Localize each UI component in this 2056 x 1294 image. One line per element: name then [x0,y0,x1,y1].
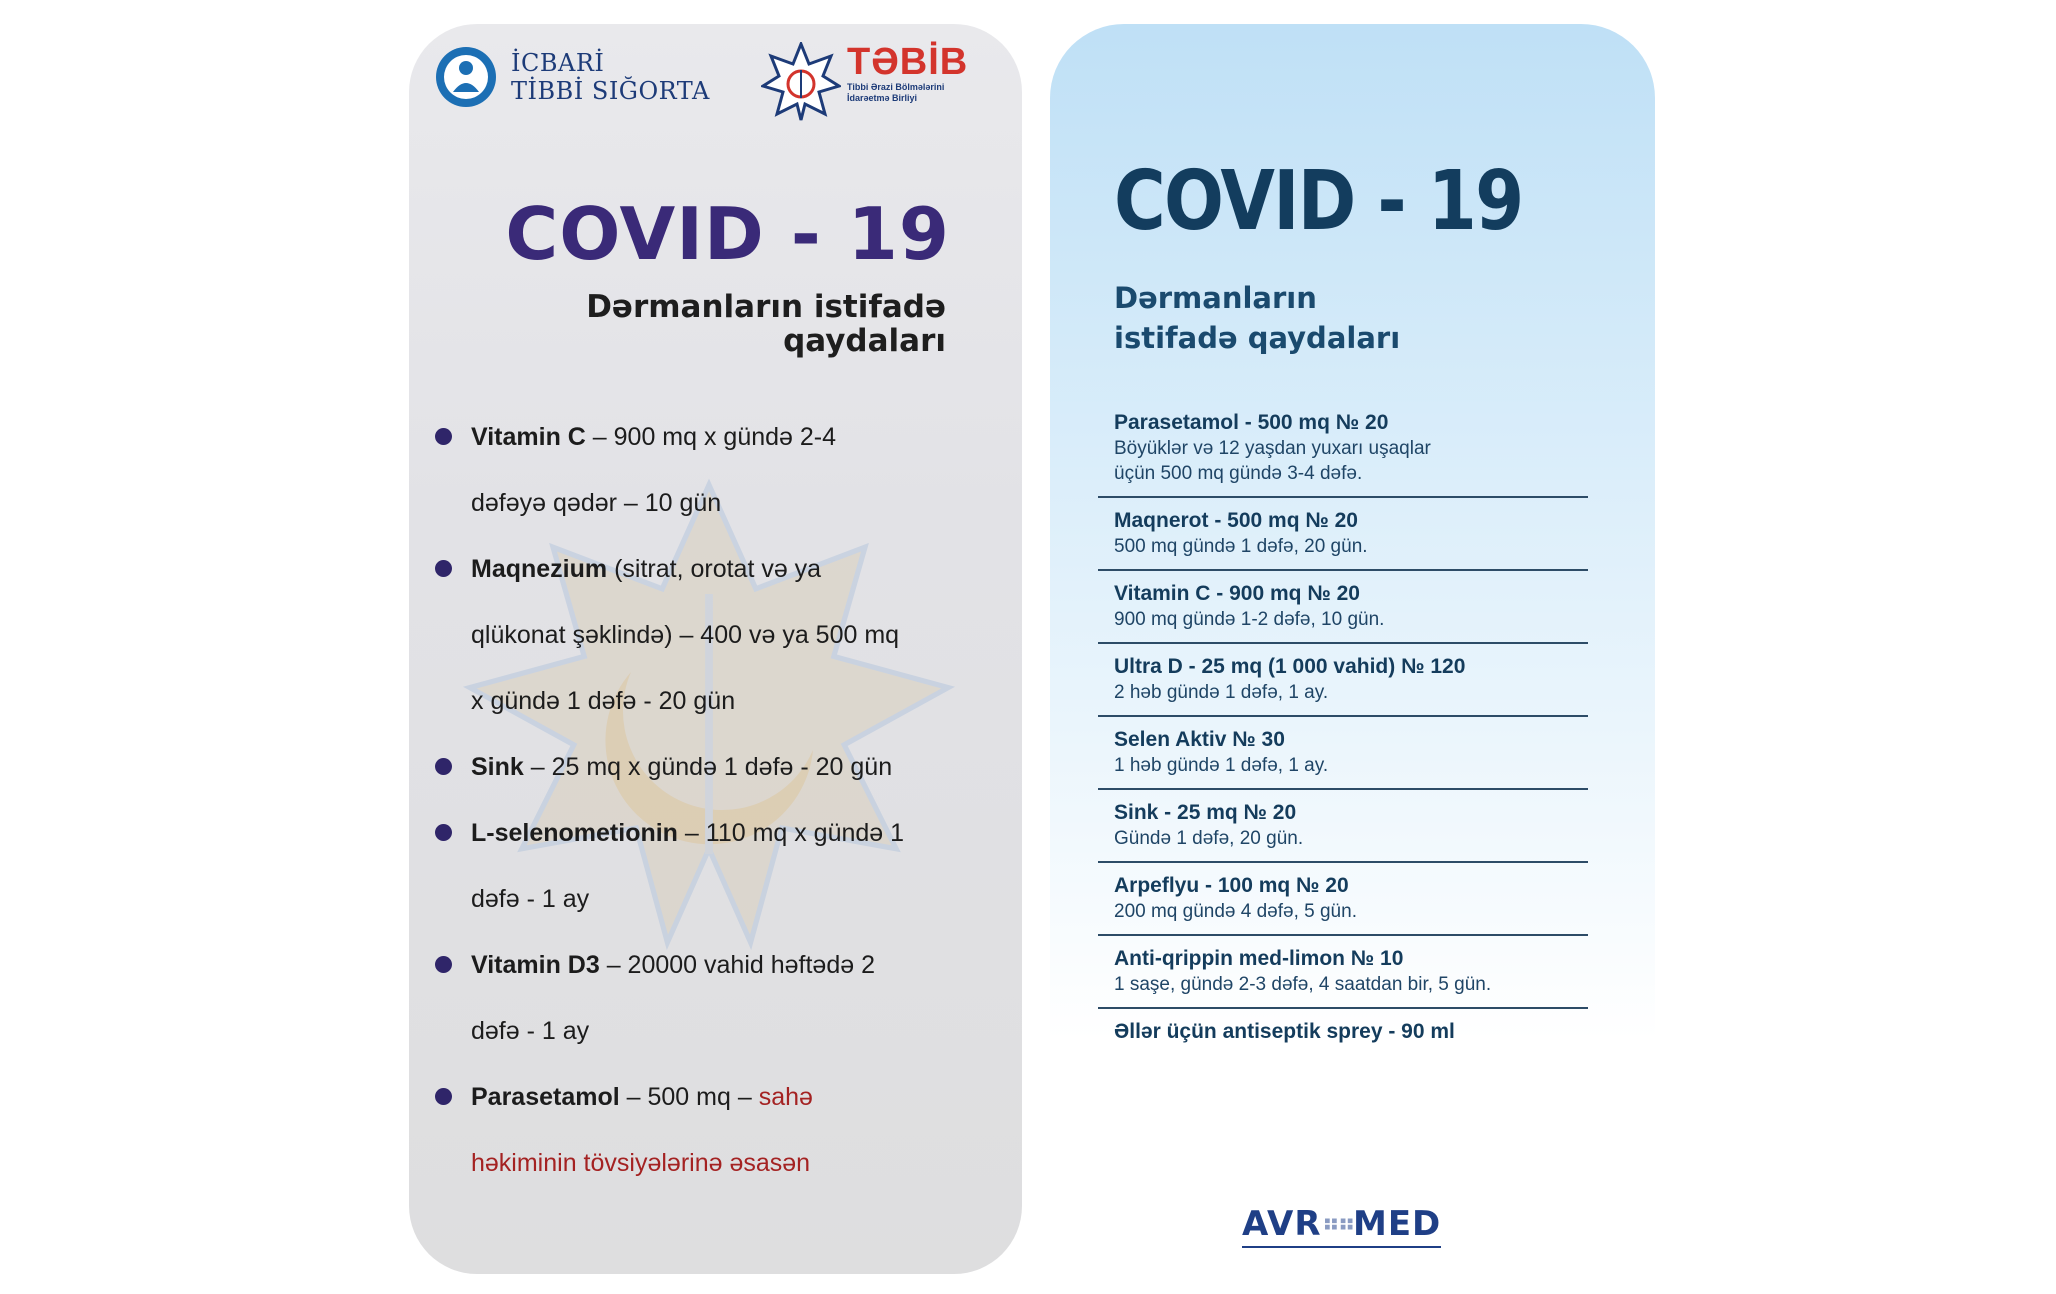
left-page-title: COVID - 19 [505,192,950,276]
list-item [431,800,991,932]
list-item [1098,936,1588,1009]
right-medication-list [1098,400,1588,1055]
med-desc: 2 həb gündə 1 dəfə, 1 ay. [1114,682,1329,703]
icbari-tibbi-sigorta-logo [433,44,710,110]
bullet-icon [435,758,452,775]
tabib-subtitle: Tibbi Ərazi Bölmələrini İdarəetmə Birliyi [847,82,945,103]
insurance-logo-icon [433,44,499,110]
med-name: Sink [471,753,524,781]
med-dose: (sitrat, orotat və ya [607,555,822,583]
med-desc-cont: üçün 500 mq gündə 3-4 dəfə. [1114,463,1363,484]
med-name: Vitamin C [471,423,586,451]
isigorta-line2: TİBBİ SIĞORTA [511,77,710,105]
left-poster [409,24,1022,1274]
med-desc: Böyüklər və 12 yaşdan yuxarı uşaqlar [1114,438,1431,459]
med-name: L-selenometionin [471,819,678,847]
med-name: Vitamin D3 [471,951,600,979]
bullet-icon [435,824,452,841]
med-name: Ultra D - 25 mq (1 000 vahid) № 120 [1114,655,1466,678]
right-subtitle-line2: istifadə qaydaları [1114,321,1401,355]
med-dose-cont: x gündə 1 dəfə - 20 gün [471,687,736,715]
list-item [431,536,991,734]
list-item [431,932,991,1064]
tabib-name: TƏBİB [847,41,969,83]
list-item [1098,644,1588,717]
med-name: Parasetamol [471,1083,620,1111]
avromed-brand-right: MED [1353,1204,1442,1244]
list-item [1098,498,1588,571]
list-item [1098,400,1588,498]
tabib-star-emblem-icon [761,42,841,122]
med-name: Maqnezium [471,555,608,583]
left-subtitle-line2: qaydaları [783,323,946,359]
med-dose-cont: dəfə - 1 ay [471,1017,590,1045]
med-desc: 900 mq gündə 1-2 dəfə, 10 gün. [1114,609,1385,630]
med-dose: – 500 mq – [619,1083,759,1111]
med-name: Sink - 25 mq № 20 [1114,801,1297,824]
med-desc: Gündə 1 dəfə, 20 gün. [1114,828,1304,849]
med-dose: – 20000 vahid həftədə 2 [599,951,875,979]
right-subtitle-line1: Dərmanların [1114,281,1317,315]
med-dose: – 900 mq x gündə 2-4 [585,423,837,451]
med-note-cont: həkiminin tövsiyələrinə əsasən [471,1149,811,1177]
avromed-brand-left: AVR [1242,1204,1322,1244]
avromed-logo [1242,1204,1441,1248]
med-desc: 1 saşe, gündə 2-3 dəfə, 4 saatdan bir, 5 gün. [1114,974,1492,995]
med-name: Vitamin C - 900 mq № 20 [1114,582,1360,605]
med-name: Maqnerot - 500 mq № 20 [1114,509,1358,532]
bullet-icon [435,956,452,973]
med-dose-cont: qlükonat şəklində) – 400 və ya 500 mq [471,621,900,649]
med-name: Əllər üçün antiseptik sprey - 90 ml [1114,1020,1455,1043]
med-name: Anti-qrippin med-limon № 10 [1114,947,1404,970]
med-desc: 200 mq gündə 4 dəfə, 5 gün. [1114,901,1357,922]
bullet-icon [435,1088,452,1105]
med-desc: 1 həb gündə 1 dəfə, 1 ay. [1114,755,1329,776]
left-medication-list [431,404,991,1196]
list-item [431,734,991,800]
list-item [1098,571,1588,644]
right-poster [1050,24,1655,1294]
list-item [431,1064,991,1196]
right-page-title: COVID - 19 [1114,154,1523,249]
med-dose-cont: dəfə - 1 ay [471,885,590,913]
bullet-icon [435,560,452,577]
tabib-logo [761,42,968,122]
med-name: Arpeflyu - 100 mq № 20 [1114,874,1349,897]
list-item [1098,863,1588,936]
med-name: Selen Aktiv № 30 [1114,728,1285,751]
left-subtitle [546,290,946,358]
med-note: sahə [758,1083,813,1111]
list-item [431,404,991,536]
list-item [1098,1009,1588,1055]
med-dose: – 25 mq x gündə 1 dəfə - 20 gün [523,753,893,781]
isigorta-line1: İCBARİ [511,49,605,77]
med-dose-cont: dəfəyə qədər – 10 gün [471,489,722,517]
avromed-dots-icon: ⠶⠶ [1321,1209,1353,1237]
list-item [1098,790,1588,863]
right-subtitle [1114,278,1514,358]
left-subtitle-line1: Dərmanların istifadə [586,289,946,325]
bullet-icon [435,428,452,445]
med-dose: – 110 mq x gündə 1 [677,819,905,847]
med-desc: 500 mq gündə 1 dəfə, 20 gün. [1114,536,1368,557]
med-name: Parasetamol - 500 mq № 20 [1114,411,1389,434]
list-item [1098,717,1588,790]
